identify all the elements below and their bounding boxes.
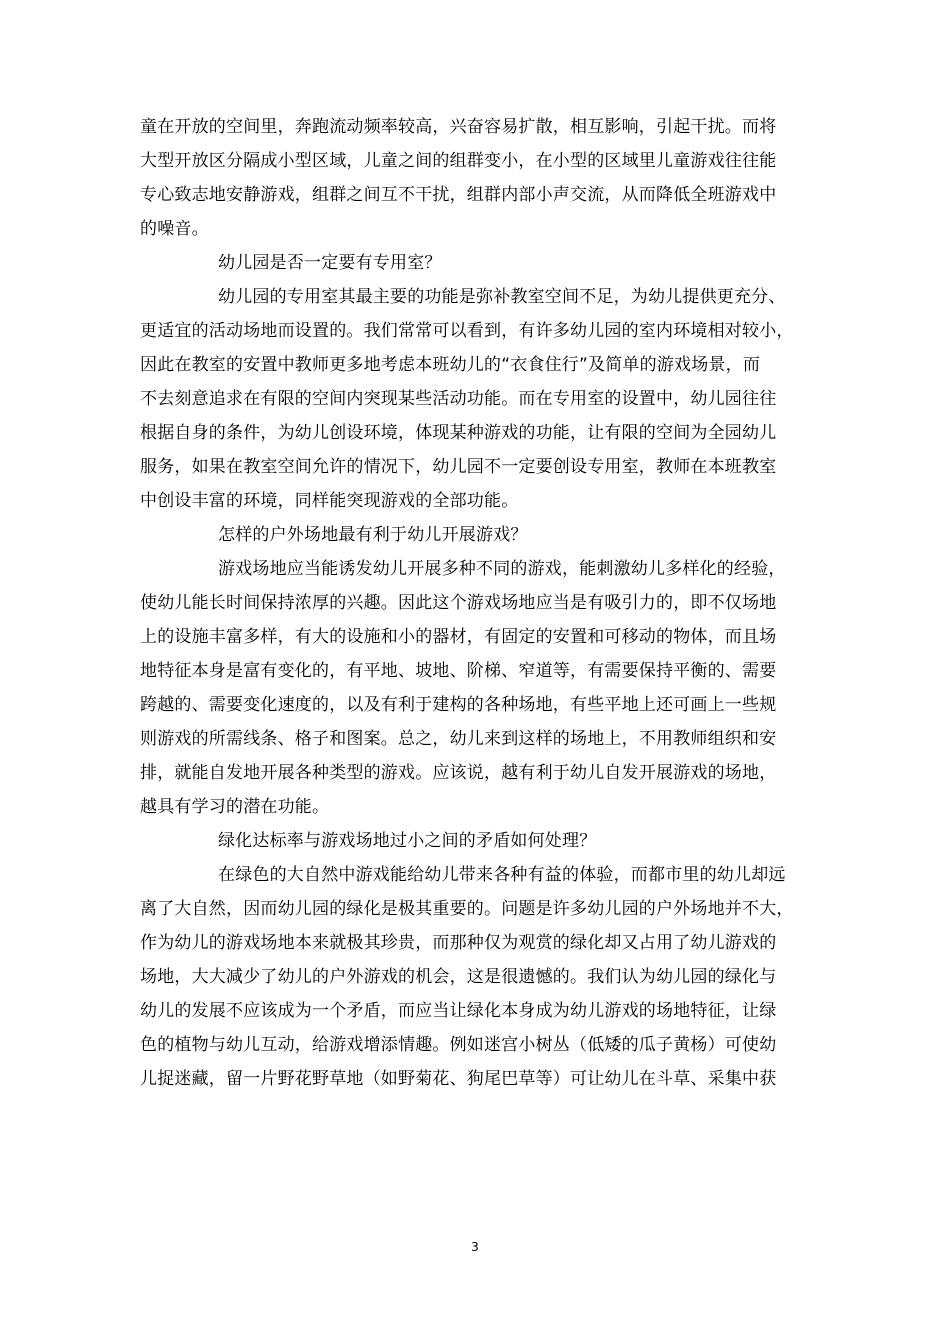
text-line: 排，就能自发地开展各种类型的游戏。应该说，越有利于幼儿自发开展游戏的场地，: [140, 763, 777, 783]
text-line: 上的设施丰富多样，有大的设施和小的器材，有固定的安置和可移动的物体，而且场: [140, 627, 777, 647]
text-line: 儿捉迷藏，留一片野花野草地（如野菊花、狗尾巴草等）可让幼儿在斗草、采集中获: [140, 1069, 777, 1089]
text-line: 作为幼儿的游戏场地本来就极其珍贵，而那种仅为观赏的绿化却又占用了幼儿游戏的: [140, 933, 777, 953]
question-heading: [140, 246, 822, 280]
text-line: 跨越的、需要变化速度的，以及有利于建构的各种场地，有些平地上还可画上一些规: [140, 695, 777, 715]
text-line: 的噪音。: [140, 219, 209, 239]
text-line: 童在开放的空间里，奔跑流动频率较高，兴奋容易扩散，相互影响，引起干扰。而将: [140, 117, 777, 137]
text-line: 幼儿园的专用室其最主要的功能是弥补教室空间不足，为幼儿提供更充分、: [218, 287, 786, 307]
text-line: 幼儿的发展不应该成为一个矛盾，而应当让绿化本身成为幼儿游戏的场地特征，让绿: [140, 1001, 777, 1021]
text-line: 专心致志地安静游戏，组群之间互不干扰，组群内部小声交流，从而降低全班游戏中: [140, 185, 777, 205]
text-line: 中创设丰富的环境，同样能突现游戏的全部功能。: [140, 491, 519, 511]
text-line: 地特征本身是富有变化的，有平地、坡地、阶梯、窄道等，有需要保持平衡的、需要: [140, 661, 777, 681]
text-line: 则游戏的所需线条、格子和图案。总之，幼儿来到这样的场地上，不用教师组织和安: [140, 729, 777, 749]
question-line: 幼儿园是否一定要有专用室？: [218, 253, 442, 273]
page-number: 3: [471, 1240, 479, 1254]
question-heading: [140, 824, 822, 858]
text-line: 离了大自然，因而幼儿园的绿化是极其重要的。问题是许多幼儿园的户外场地并不大，: [140, 899, 794, 919]
text-line: 更适宜的活动场地而设置的。我们常常可以看到，有许多幼儿园的室内环境相对较小，: [140, 321, 794, 341]
text-line: 场地，大大减少了幼儿的户外游戏的机会，这是很遗憾的。我们认为幼儿园的绿化与: [140, 967, 777, 987]
question-line: 怎样的户外场地最有利于幼儿开展游戏？: [218, 525, 528, 545]
question-heading: [140, 518, 822, 552]
text-line: 根据自身的条件，为幼儿创设环境，体现某种游戏的功能，让有限的空间为全园幼儿: [140, 423, 777, 443]
question-line: 绿化达标率与游戏场地过小之间的矛盾如何处理？: [218, 831, 597, 851]
text-line: 使幼儿能长时间保持浓厚的兴趣。因此这个游戏场地应当是有吸引力的，即不仅场地: [140, 593, 777, 613]
text-line: 不去刻意追求在有限的空间内突现某些活动功能。而在专用室的设置中，幼儿园往往: [140, 389, 777, 409]
text-line: 游戏场地应当能诱发幼儿开展多种不同的游戏，能刺激幼儿多样化的经验，: [218, 559, 786, 579]
text-line: 越具有学习的潜在功能。: [140, 797, 330, 817]
paragraph: [140, 858, 822, 1096]
text-line: 在绿色的大自然中游戏能给幼儿带来各种有益的体验，而都市里的幼儿却远: [218, 865, 786, 885]
page-body: [140, 110, 822, 1096]
text-line: 色的植物与幼儿互动，给游戏增添情趣。例如迷宫小树丛（低矮的瓜子黄杨）可使幼: [140, 1035, 777, 1055]
text-line: 服务，如果在教室空间允许的情况下，幼儿园不一定要创设专用室，教师在本班教室: [140, 457, 777, 477]
text-line: 大型开放区分隔成小型区域，儿童之间的组群变小，在小型的区域里儿童游戏往往能: [140, 151, 777, 171]
paragraph: [140, 280, 822, 518]
paragraph-continued: [140, 110, 822, 246]
text-line: 因此在教室的安置中教师更多地考虑本班幼儿的“衣食住行”及简单的游戏场景，而: [140, 355, 761, 375]
paragraph: [140, 552, 822, 824]
